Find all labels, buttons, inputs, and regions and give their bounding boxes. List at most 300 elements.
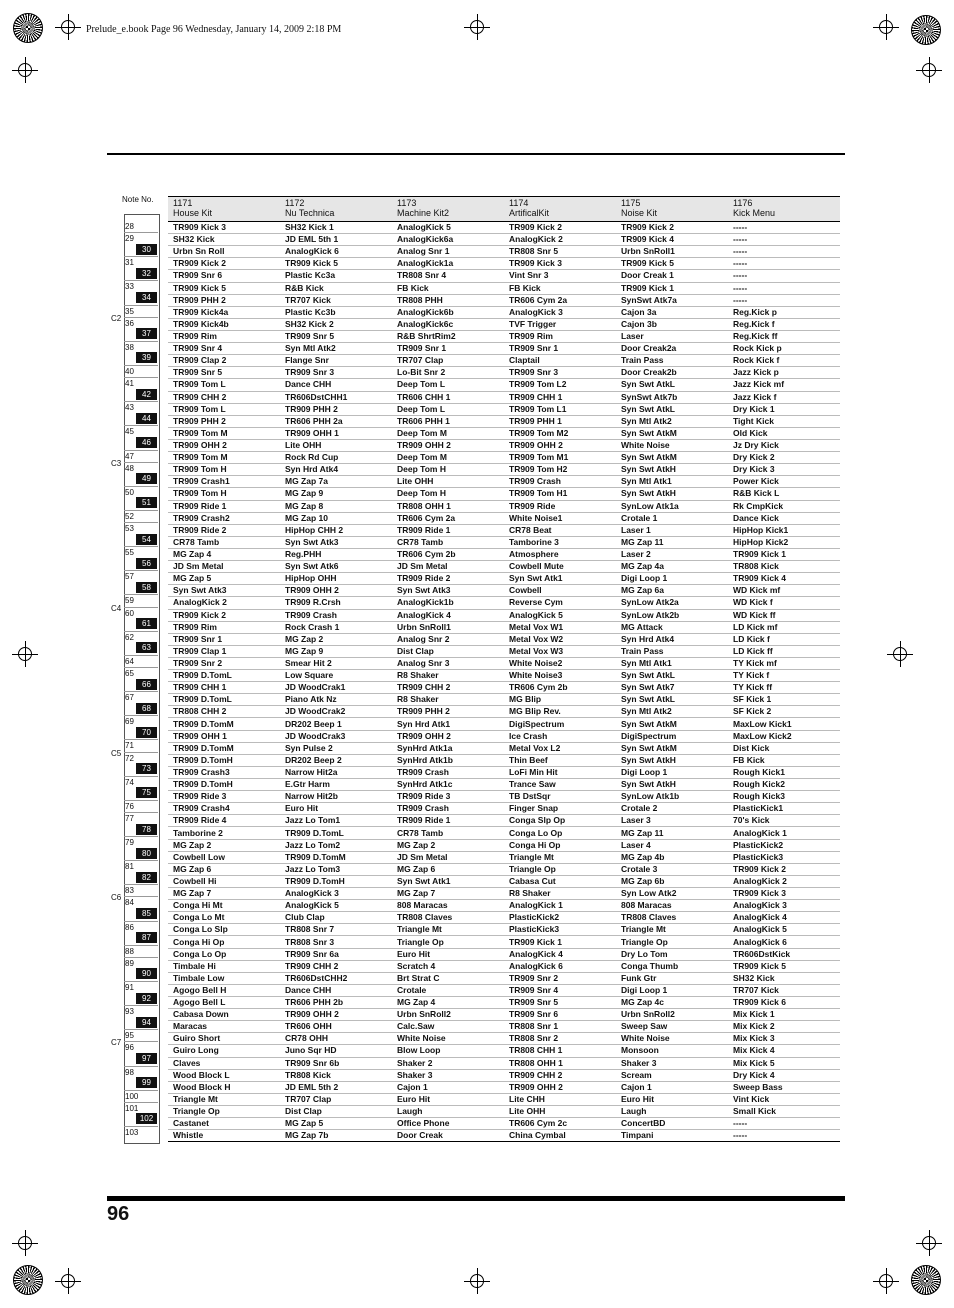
white-key-label: 95 [125,1031,134,1041]
white-key-label: 79 [125,838,134,848]
table-row [168,706,840,718]
instrument-cell: MG Zap 7 [168,888,280,900]
instrument-cell: ConcertBD [616,1118,728,1130]
table-row [168,222,840,234]
instrument-cell: TR909 D.TomM [168,718,280,730]
instrument-cell: TR606 OHH [280,1021,392,1033]
instrument-cell: Syn Swt Atk3 [392,585,504,597]
instrument-cell: Mix Kick 5 [728,1057,840,1069]
octave-label: C5 [111,748,122,758]
table-row [168,282,840,294]
column-header [616,197,728,222]
black-key: 34 [136,292,157,303]
instrument-cell: Vint Kick [728,1093,840,1105]
instrument-cell: TY Kick mf [728,657,840,669]
instrument-cell: TR909 Snr 5 [280,330,392,342]
instrument-cell: TR909 Crash [392,803,504,815]
table-row [168,476,840,488]
instrument-cell: TR909 Snr 3 [280,367,392,379]
crop-mark-icon [893,647,907,661]
table-row [168,234,840,246]
kit-number: 1171 [173,198,193,208]
instrument-cell: MG Zap 9 [280,645,392,657]
instrument-cell: Syn Swt AtkM [616,742,728,754]
instrument-cell: TR909 CHH 2 [280,960,392,972]
instrument-cell: MG Zap 7a [280,476,392,488]
kit-name: House Kit [173,208,213,218]
instrument-cell: WD Kick mf [728,585,840,597]
instrument-cell: TR909 PHH 2 [280,403,392,415]
instrument-cell: AnalogKick 4 [392,609,504,621]
instrument-cell: LD Kick f [728,633,840,645]
instrument-cell: Atmosphere [504,548,616,560]
white-key-label: 65 [125,668,134,678]
instrument-cell: TR909 Snr 5 [168,367,280,379]
instrument-cell: AnalogKick 5 [728,924,840,936]
instrument-cell: MG Blip [504,694,616,706]
instrument-cell: TR909 Ride 1 [392,815,504,827]
instrument-cell: Cajon 3a [616,306,728,318]
instrument-cell: Cajon 1 [616,1081,728,1093]
crop-mark-icon [18,1236,32,1250]
instrument-cell: Reg.Kick ff [728,330,840,342]
instrument-cell: Syn Swt AtkL [616,403,728,415]
instrument-cell: TR909 Tom L1 [504,403,616,415]
instrument-cell: TR808 Snr 2 [504,1033,616,1045]
instrument-cell: TR909 Rim [168,330,280,342]
instrument-cell: ----- [728,270,840,282]
table-row [168,645,840,657]
table-row [168,718,840,730]
table-row [168,730,840,742]
instrument-cell: TR909 OHH 1 [280,427,392,439]
instrument-cell: AnalogKick 4 [504,948,616,960]
instrument-cell: TR909 CHH 1 [504,391,616,403]
instrument-cell: Shaker 3 [392,1069,504,1081]
instrument-cell: TR909 D.TomH [168,754,280,766]
table-row [168,609,840,621]
instrument-cell: 808 Maracas [392,900,504,912]
instrument-cell: TR909 CHH 1 [168,682,280,694]
white-key-label: 69 [125,717,134,727]
white-key-label: 93 [125,1007,134,1017]
column-header [504,197,616,222]
instrument-cell: Triangle Mt [392,924,504,936]
instrument-cell: Syn Pulse 2 [280,742,392,754]
instrument-cell: White Noise [616,1033,728,1045]
instrument-cell: Syn Swt AtkM [616,427,728,439]
white-key [124,1090,158,1091]
table-row [168,791,840,803]
instrument-cell: SynLow Atk2a [616,597,728,609]
instrument-cell: TR808 Snr 3 [280,936,392,948]
white-key [124,667,158,668]
instrument-cell: TR707 Clap [280,1093,392,1105]
instrument-cell: TR909 Snr 1 [168,633,280,645]
instrument-cell: TR909 Crash [504,476,616,488]
white-key [124,896,158,897]
instrument-cell: Deep Tom L [392,379,504,391]
instrument-cell: Digi Loop 1 [616,573,728,585]
table-row [168,536,840,548]
top-rule [107,153,845,155]
black-key: 85 [136,908,157,919]
instrument-cell: TR909 Kick 2 [168,609,280,621]
table-row [168,548,840,560]
instrument-cell: Smear Hit 2 [280,657,392,669]
white-key-label: 50 [125,487,134,497]
black-key: 51 [136,497,157,508]
drum-kit-table [168,196,840,1142]
instrument-cell: AnalogKick 3 [728,900,840,912]
instrument-cell: FB Kick [392,282,504,294]
crop-mark-icon [18,647,32,661]
instrument-cell: TR909 Tom H2 [504,464,616,476]
instrument-cell: R8 Shaker [392,670,504,682]
table-row [168,1045,840,1057]
instrument-cell: Rock Crash 1 [280,621,392,633]
instrument-cell: Low Square [280,670,392,682]
table-row [168,851,840,863]
instrument-cell: Syn Swt AtkL [616,379,728,391]
table-row [168,984,840,996]
instrument-cell: JD Sm Metal [392,851,504,863]
instrument-cell: MG Zap 7b [280,1130,392,1142]
instrument-cell: Dry Kick 3 [728,464,840,476]
instrument-cell: TR909 Kick 2 [168,258,280,270]
instrument-cell: Conga Lo Slp [168,924,280,936]
white-key-label: 55 [125,548,134,558]
table-row [168,670,840,682]
column-header [728,197,840,222]
crop-mark-icon [879,20,893,34]
white-key [124,607,158,608]
instrument-cell: TR909 Snr 6 [504,1009,616,1021]
instrument-cell: Dry Kick 4 [728,1069,840,1081]
instrument-cell: R8 Shaker [392,694,504,706]
instrument-cell: TR909 Tom H1 [504,488,616,500]
table-row [168,839,840,851]
instrument-cell: TR909 D.TomL [168,694,280,706]
instrument-cell: JD WoodCrak2 [280,706,392,718]
crop-mark-icon [61,20,75,34]
instrument-cell: Train Pass [616,645,728,657]
instrument-cell: MG Zap 4 [168,548,280,560]
instrument-cell: Power Kick [728,476,840,488]
black-key: 82 [136,872,157,883]
instrument-cell: Cowbell Hi [168,875,280,887]
white-key-label: 77 [125,813,134,823]
white-key-label: 71 [125,741,134,751]
white-key-label: 40 [125,366,134,376]
instrument-cell: TR606DstCHH1 [280,391,392,403]
instrument-cell: TR909 D.TomH [168,779,280,791]
crop-mark-icon [470,20,484,34]
white-key [124,510,158,511]
instrument-cell: MG Zap 11 [616,827,728,839]
black-key: 68 [136,703,157,714]
black-key: 61 [136,618,157,629]
white-key-label: 67 [125,693,134,703]
instrument-cell: TR909 Snr 4 [504,984,616,996]
instrument-cell: Conga Hi Mt [168,900,280,912]
instrument-cell: E.Gtr Harm [280,779,392,791]
white-key [124,655,158,656]
instrument-cell: R&B ShrtRim2 [392,330,504,342]
instrument-cell: MG Zap 6 [392,863,504,875]
white-key-label: 57 [125,572,134,582]
instrument-cell: Jz Dry Kick [728,439,840,451]
instrument-cell: Syn Swt Atk3 [280,536,392,548]
instrument-cell: Syn Mtl Atk1 [616,476,728,488]
instrument-cell: Whistle [168,1130,280,1142]
instrument-cell: Laser 3 [616,815,728,827]
instrument-cell: SynHrd Atk1c [392,779,504,791]
instrument-cell: DR202 Beep 2 [280,754,392,766]
table-row [168,464,840,476]
table-row [168,1057,840,1069]
white-key-label: 47 [125,451,134,461]
white-key-label: 81 [125,862,134,872]
instrument-cell: PlasticKick3 [728,851,840,863]
instrument-cell: Tamborine 2 [168,827,280,839]
white-key-label: 83 [125,886,134,896]
instrument-cell: SynLow Atk2b [616,609,728,621]
instrument-cell: Mix Kick 4 [728,1045,840,1057]
table-row [168,972,840,984]
instrument-cell: AnalogKick 3 [280,888,392,900]
instrument-cell: TR909 Snr 6 [168,270,280,282]
instrument-cell: Syn Hrd Atk1 [392,718,504,730]
instrument-cell: AnalogKick6b [392,306,504,318]
instrument-cell: TR909 Kick 4 [728,573,840,585]
white-key [124,256,158,257]
instrument-cell: Dance CHH [280,379,392,391]
instrument-cell: TR909 OHH 2 [504,439,616,451]
kit-name: ArtificalKit [509,208,550,218]
instrument-cell: TR909 Crash [392,766,504,778]
instrument-cell: TR909 CHH 2 [504,1069,616,1081]
instrument-cell: ----- [728,294,840,306]
instrument-cell: AnalogKick1b [392,597,504,609]
table-row [168,1093,840,1105]
white-key [124,341,158,342]
table-row [168,452,840,464]
instrument-cell: TR909 Snr 5 [504,997,616,1009]
instrument-cell: PlasticKick1 [728,803,840,815]
instrument-cell: TB DstSqr [504,791,616,803]
instrument-cell: SynLow Atk1a [616,500,728,512]
instrument-cell: Deep Tom M [392,427,504,439]
white-key-label: 38 [125,342,134,352]
instrument-cell: Euro Hit [280,803,392,815]
instrument-cell: Cowbell Low [168,851,280,863]
instrument-cell: AnalogKick 2 [504,234,616,246]
instrument-cell: MG Zap 4 [392,997,504,1009]
instrument-cell: AnalogKick 5 [280,900,392,912]
black-key: 63 [136,642,157,653]
white-key-label: 72 [125,753,134,763]
instrument-cell: MG Zap 4a [616,561,728,573]
instrument-cell: Club Clap [280,912,392,924]
table-row [168,561,840,573]
table-row [168,427,840,439]
instrument-cell: Dry Kick 2 [728,452,840,464]
instrument-cell: Mix Kick 1 [728,1009,840,1021]
instrument-cell: TR909 Ride 3 [392,791,504,803]
instrument-cell: Door Creak2b [616,367,728,379]
instrument-cell: Conga Hi Op [168,936,280,948]
white-key-label: 43 [125,403,134,413]
instrument-cell: TR606 PHH 2b [280,997,392,1009]
white-key [124,945,158,946]
instrument-cell: TR606 PHH 1 [392,415,504,427]
instrument-cell: TR909 Rim [168,621,280,633]
instrument-cell: TR909 OHH 2 [280,585,392,597]
instrument-cell: TR909 Clap 1 [168,645,280,657]
instrument-cell: Brt Strat C [392,972,504,984]
table-row [168,1081,840,1093]
table-row [168,682,840,694]
instrument-cell: Laser [616,330,728,342]
table-row [168,960,840,972]
instrument-cell: PlasticKick3 [504,924,616,936]
table-row [168,621,840,633]
table-row [168,597,840,609]
instrument-cell: TR909 OHH 2 [504,1081,616,1093]
instrument-cell: MG Zap 8 [280,500,392,512]
instrument-cell: SynSwt Atk7b [616,391,728,403]
instrument-cell: Timpani [616,1130,728,1142]
instrument-cell: White Noise [392,1033,504,1045]
white-key-label: 52 [125,511,134,521]
instrument-cell: TR909 OHH 2 [280,1009,392,1021]
instrument-cell: Crotale 1 [616,512,728,524]
instrument-cell: Thin Beef [504,754,616,766]
instrument-cell: TR707 Kick [280,294,392,306]
instrument-cell: TR909 Snr 6a [280,948,392,960]
instrument-cell: LD Kick ff [728,645,840,657]
instrument-cell: Claptail [504,355,616,367]
instrument-cell: AnalogKick 2 [168,597,280,609]
white-key-label: 76 [125,801,134,811]
instrument-cell: TR808 Kick [280,1069,392,1081]
instrument-cell: Plastic Kc3a [280,270,392,282]
table-row [168,306,840,318]
instrument-cell: Reg.Kick p [728,306,840,318]
instrument-cell: Triangle Op [616,936,728,948]
white-key-label: 62 [125,632,134,642]
table-row [168,1069,840,1081]
black-key: 102 [136,1113,157,1124]
instrument-cell: TR909 OHH 2 [392,730,504,742]
instrument-cell: White Noise1 [504,512,616,524]
white-key [124,691,158,692]
instrument-cell: MG Zap 7 [392,888,504,900]
instrument-cell: Laugh [616,1105,728,1117]
instrument-cell: Dance CHH [280,984,392,996]
instrument-cell: Dry Lo Tom [616,948,728,960]
kit-number: 1176 [733,198,753,208]
white-key-label: 64 [125,656,134,666]
instrument-cell: TR606 PHH 2a [280,415,392,427]
white-key-label: 48 [125,463,134,473]
instrument-cell: WD Kick ff [728,609,840,621]
instrument-cell: Scratch 4 [392,960,504,972]
instrument-cell: Lo-Bit Snr 2 [392,367,504,379]
instrument-cell: JD WoodCrak3 [280,730,392,742]
instrument-cell: Urbn SnRoll2 [392,1009,504,1021]
black-key: 78 [136,824,157,835]
white-key [124,1126,158,1127]
instrument-cell: TR909 PHH 1 [504,415,616,427]
instrument-cell: TR606 CHH 1 [392,391,504,403]
table-row [168,633,840,645]
instrument-cell: Syn Swt Atk1 [392,875,504,887]
white-key [124,594,158,595]
white-key [124,401,158,402]
instrument-cell: Conga Lo Mt [168,912,280,924]
instrument-cell: Flange Snr [280,355,392,367]
instrument-cell: Small Kick [728,1105,840,1117]
instrument-cell: TR909 Snr 3 [504,367,616,379]
instrument-cell: TR909 Kick4b [168,318,280,330]
white-key-label: 45 [125,427,134,437]
instrument-cell: TR606 Cym 2b [504,682,616,694]
white-key [124,377,158,378]
table-row [168,900,840,912]
instrument-cell: 808 Maracas [616,900,728,912]
white-key-label: 36 [125,318,134,328]
instrument-cell: TR909 Tom M2 [504,427,616,439]
instrument-cell: Mix Kick 2 [728,1021,840,1033]
instrument-cell: TY Kick ff [728,682,840,694]
instrument-cell: Shaker 2 [392,1057,504,1069]
instrument-cell: Door Creak [392,1130,504,1142]
black-key: 56 [136,558,157,569]
instrument-cell: MG Zap 4b [616,851,728,863]
instrument-cell: TR909 Kick 6 [728,997,840,1009]
instrument-cell: Calc.Saw [392,1021,504,1033]
instrument-cell: Dist Kick [728,742,840,754]
instrument-cell: Jazz Lo Tom2 [280,839,392,851]
instrument-cell: TR909 D.TomL [280,827,392,839]
table-row [168,439,840,451]
instrument-cell: TR909 Kick 5 [168,282,280,294]
instrument-cell: JD Sm Metal [168,561,280,573]
instrument-cell: MG Attack [616,621,728,633]
instrument-cell: DigiSpectrum [616,730,728,742]
instrument-cell: Urbn Sn Roll [168,246,280,258]
white-key-label: 91 [125,983,134,993]
instrument-cell: TR909 Kick4a [168,306,280,318]
instrument-cell: Syn Swt AtkL [616,694,728,706]
white-key-label: 60 [125,608,134,618]
black-key: 92 [136,993,157,1004]
instrument-cell: 70's Kick [728,815,840,827]
table-row [168,524,840,536]
instrument-cell: TR909 Tom L [168,403,280,415]
instrument-cell: LD Kick mf [728,621,840,633]
instrument-cell: ----- [728,1118,840,1130]
table-row [168,343,840,355]
white-key-label: 31 [125,258,134,268]
instrument-cell: HipHop OHH [280,573,392,585]
instrument-cell: Rough Kick3 [728,791,840,803]
white-key [124,425,158,426]
instrument-cell: Syn Swt AtkL [616,670,728,682]
black-key: 75 [136,787,157,798]
